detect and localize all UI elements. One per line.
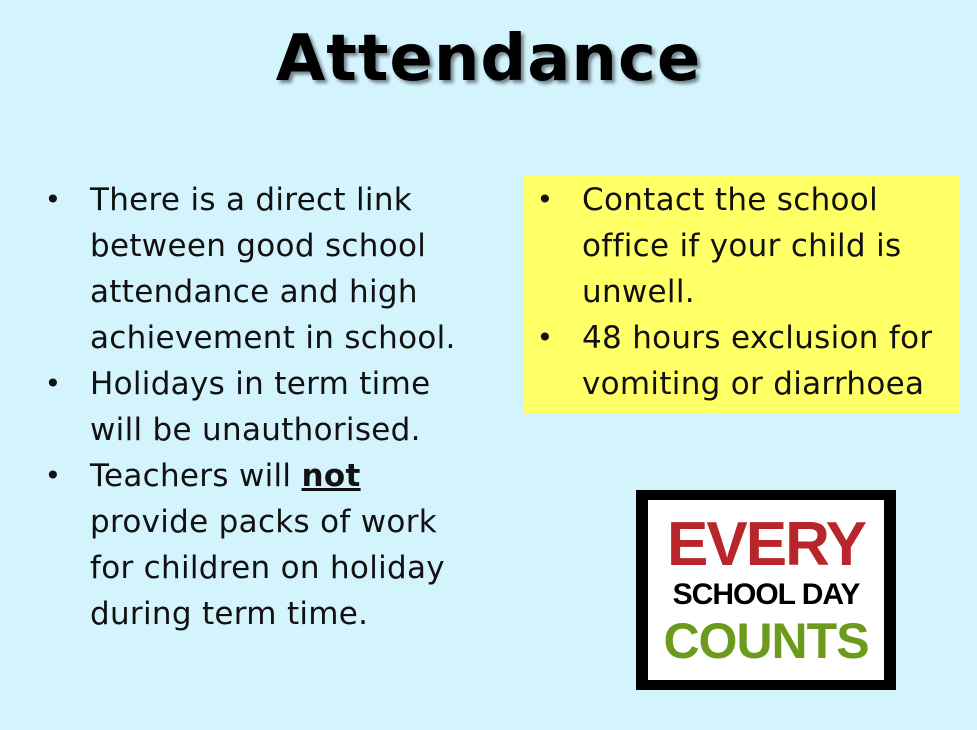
list-item: [38, 177, 488, 361]
logo-line-school-day: SCHOOL DAY: [672, 578, 860, 611]
logo-panel: [648, 500, 884, 680]
bullet-icon: •: [44, 183, 62, 216]
bullet-icon: •: [44, 459, 62, 492]
highlight-box: [524, 175, 960, 413]
every-school-day-counts-logo: [636, 490, 896, 690]
list-item: [38, 361, 488, 453]
list-item-text: There is a direct link between good school attendance and high achievement in school.: [90, 182, 456, 356]
list-item: [530, 177, 950, 315]
logo-line-every: EVERY: [667, 510, 865, 579]
list-item-emphasis: not: [301, 458, 361, 494]
list-item-text: 48 hours exclusion for vomiting or diarrhoea: [582, 320, 933, 402]
slide-title: Attendance: [275, 22, 702, 96]
bullet-icon: •: [536, 321, 554, 354]
list-item-text-end: provide packs of work for children on holiday during term time.: [90, 504, 445, 632]
logo-line-counts: COUNTS: [663, 613, 869, 669]
list-item: [530, 315, 950, 407]
bullet-icon: •: [536, 183, 554, 216]
left-bullet-list: [38, 177, 488, 637]
list-item-text: Holidays in term time will be unauthorised.: [90, 366, 431, 448]
bullet-icon: •: [44, 367, 62, 400]
list-item-text-start: Teachers will: [90, 458, 302, 494]
list-item: [38, 453, 488, 637]
list-item-text: Contact the school office if your child is unwell.: [582, 182, 902, 310]
